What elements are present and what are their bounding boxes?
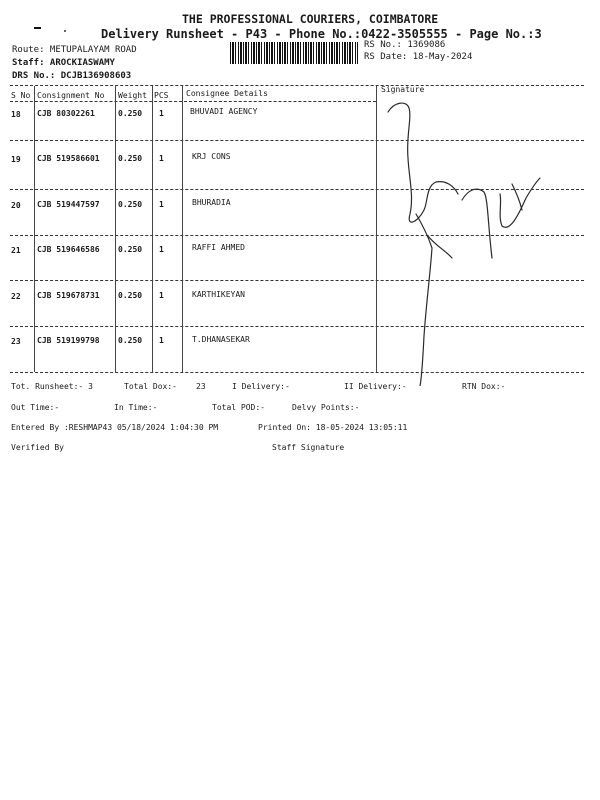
column-divider bbox=[182, 86, 183, 372]
row-sno: 19 bbox=[11, 155, 21, 164]
row-consignee: KRJ CONS bbox=[192, 152, 231, 161]
row-pcs: 1 bbox=[159, 154, 164, 163]
total-dox-label: Total Dox:- bbox=[124, 382, 177, 391]
verified-by: Verified By bbox=[11, 443, 64, 452]
row-pcs: 1 bbox=[159, 291, 164, 300]
row-consignee: RAFFI AHMED bbox=[192, 243, 245, 252]
drs-number: DRS No.: DCJB136908603 bbox=[12, 71, 132, 81]
row-consignment: CJB 519199798 bbox=[37, 336, 100, 345]
row-weight: 0.250 bbox=[118, 200, 143, 209]
out-time: Out Time:- bbox=[11, 403, 60, 412]
row-weight: 0.250 bbox=[118, 336, 143, 345]
printed-on: Printed On: 18-05-2024 13:05:11 bbox=[258, 423, 408, 432]
total-pod: Total POD:- bbox=[212, 403, 265, 412]
row-consignee: T.DHANASEKAR bbox=[192, 335, 250, 344]
row-pcs: 1 bbox=[159, 200, 164, 209]
row-consignment: CJB 519447597 bbox=[37, 200, 100, 209]
pen-mark bbox=[34, 27, 41, 29]
row-sno: 20 bbox=[11, 201, 21, 210]
barcode bbox=[230, 42, 358, 64]
row-consignee: BHURADIA bbox=[192, 198, 231, 207]
staff-signature-label: Staff Signature bbox=[272, 443, 345, 452]
column-divider bbox=[152, 86, 153, 372]
row-consignee: BHUVADI AGENCY bbox=[190, 107, 258, 116]
i-delivery: I Delivery:- bbox=[232, 382, 290, 391]
column-header-signature: Signature bbox=[381, 85, 425, 94]
row-weight: 0.250 bbox=[118, 109, 143, 118]
row-weight: 0.250 bbox=[118, 291, 143, 300]
staff-label: Staff: AROCKIASWAMY bbox=[12, 58, 115, 68]
header-bottom-rule bbox=[10, 101, 376, 102]
row-pcs: 1 bbox=[159, 336, 164, 345]
column-divider bbox=[34, 86, 35, 372]
row-sno: 21 bbox=[11, 246, 21, 255]
handwritten-signature bbox=[376, 86, 586, 386]
row-sno: 22 bbox=[11, 292, 21, 301]
row-sno: 18 bbox=[11, 110, 21, 119]
column-header-consignment: Consignment No bbox=[37, 91, 105, 100]
row-sno: 23 bbox=[11, 337, 21, 346]
total-runsheet: Tot. Runsheet:- 3 bbox=[11, 382, 93, 391]
row-pcs: 1 bbox=[159, 245, 164, 254]
column-header-consignee: Consignee Details bbox=[186, 89, 268, 98]
total-dox-value: 23 bbox=[196, 382, 206, 391]
rs-date: RS Date: 18-May-2024 bbox=[364, 52, 473, 62]
delivery-points: Delvy Points:- bbox=[292, 403, 360, 412]
row-consignment: CJB 519586601 bbox=[37, 154, 100, 163]
row-consignment: CJB 80302261 bbox=[37, 109, 95, 118]
entered-by: Entered By :RESHMAP43 05/18/2024 1:04:30 PM bbox=[11, 423, 219, 432]
row-weight: 0.250 bbox=[118, 245, 143, 254]
row-consignee: KARTHIKEYAN bbox=[192, 290, 245, 299]
ii-delivery: II Delivery:- bbox=[344, 382, 407, 391]
pen-dot bbox=[64, 30, 66, 32]
row-consignment: CJB 519678731 bbox=[37, 291, 100, 300]
rtn-dox: RTN Dox:- bbox=[462, 382, 506, 391]
column-header-sno: S No bbox=[11, 91, 31, 100]
column-header-weight: Weight bbox=[118, 91, 147, 100]
runsheet-title: Delivery Runsheet - P43 - Phone No.:0422-3505555 - Page No.:3 bbox=[101, 27, 542, 41]
rs-number: RS No.: 1369086 bbox=[364, 40, 446, 50]
in-time: In Time:- bbox=[114, 403, 158, 412]
column-divider bbox=[115, 86, 116, 372]
company-title: THE PROFESSIONAL COURIERS, COIMBATORE bbox=[182, 12, 439, 26]
row-consignment: CJB 519646586 bbox=[37, 245, 100, 254]
row-weight: 0.250 bbox=[118, 154, 143, 163]
row-pcs: 1 bbox=[159, 109, 164, 118]
route-label: Route: METUPALAYAM ROAD bbox=[12, 45, 137, 55]
column-header-pcs: PCS bbox=[154, 91, 169, 100]
